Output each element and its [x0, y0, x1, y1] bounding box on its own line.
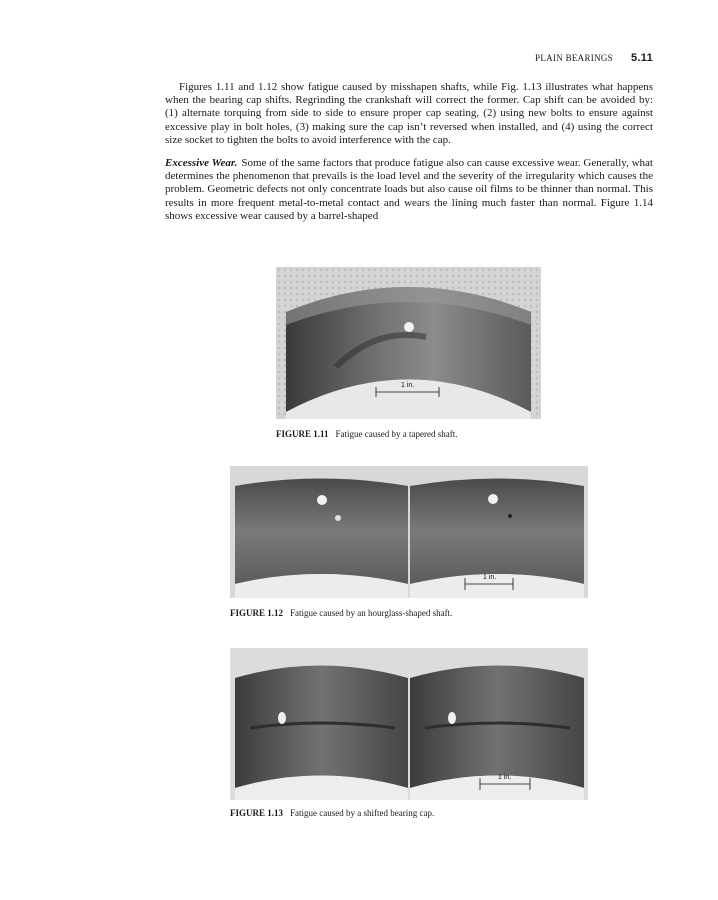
running-header — [535, 52, 653, 64]
figure-caption-text: Fatigue caused by a shifted bearing cap. — [290, 808, 435, 818]
scale-label: 1 in. — [498, 774, 512, 781]
paragraph-excessive-wear — [165, 157, 653, 223]
figure-label: FIGURE 1.13 — [230, 808, 284, 818]
paragraph-fatigue-shafts: Figures 1.11 and 1.12 show fatigue caused by misshapen shafts, while Fig. 1.13 illustrates what happens when the bearing cap shifts. Regrinding the crankshaft will correct the former. Cap shift can be avoided by: (1) alternate torquing from side to side to ensure proper cap seating, (2) using new bolts to ensure against excessive play in bolt holes, (3) making sure the cap isn’t reversed when installed, and (4) using the correct size socket to tighten the bolts to avoid interference with the cap. — [165, 81, 653, 146]
figure-1-12-photo — [230, 466, 588, 598]
figure-caption-text: Fatigue caused by an hourglass-shaped shaft. — [290, 608, 453, 618]
paragraph-excessive-wear-text: Some of the same factors that produce fatigue also can cause excessive wear. Generally, what determines the phenomenon that prevails is the load level and the severity of the irregularity which causes the problem. Geometric defects not only concentrate loads but also cause oil films to be thinner than normal. This results in more frequent metal-to-metal contact and wears the lining much faster than normal. Figure 1.14 shows excessive wear caused by a barrel-shaped — [165, 157, 653, 222]
figure-1-13-caption — [230, 808, 434, 818]
run-in-heading: Excessive Wear. — [165, 157, 238, 169]
figure-1-11-caption — [276, 429, 457, 439]
scale-label: 1 in. — [401, 382, 415, 389]
figure-label: FIGURE 1.12 — [230, 608, 284, 618]
figure-1-13-photo — [230, 648, 588, 800]
figure-label: FIGURE 1.11 — [276, 429, 329, 439]
figure-caption-text: Fatigue caused by a tapered shaft. — [335, 429, 458, 439]
figure-1-12-caption — [230, 608, 452, 618]
page-number: 5.11 — [630, 52, 653, 64]
section-title: PLAIN BEARINGS — [535, 53, 613, 63]
scale-label: 1 in. — [483, 574, 497, 581]
figure-1-11-photo — [276, 267, 541, 419]
